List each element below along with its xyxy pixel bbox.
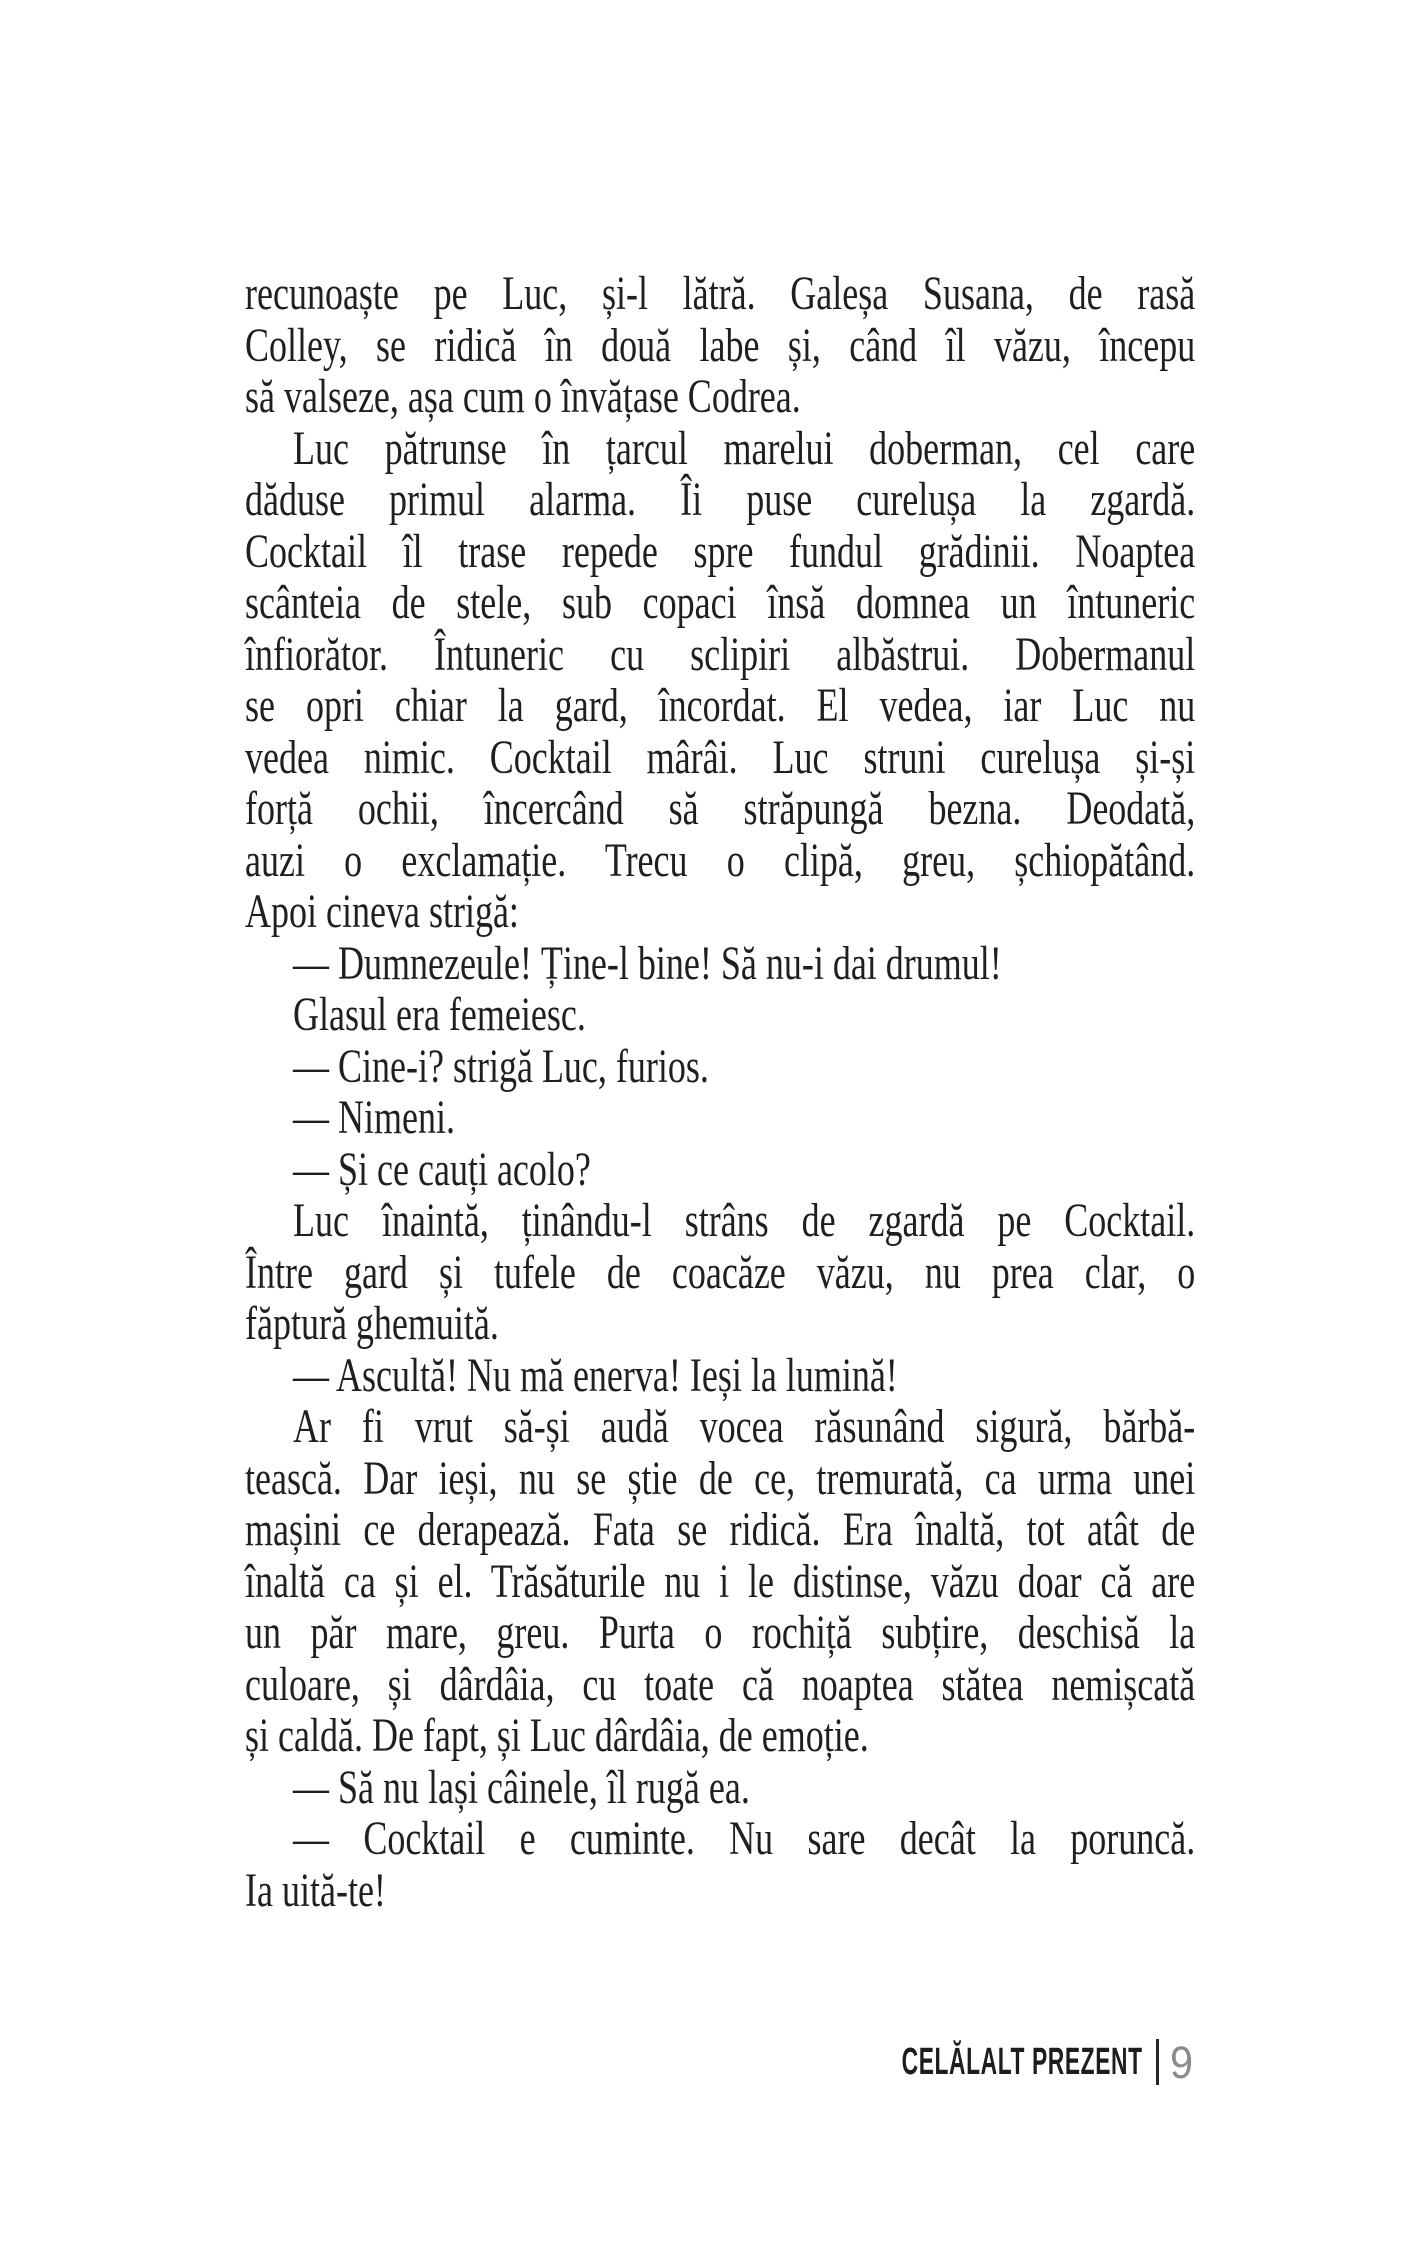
- text-line: recunoaște pe Luc, și-l lătră. Galeșa Susana, de rasă: [245, 267, 1196, 320]
- text-line: — Cocktail e cuminte. Nu sare decât la poruncă.: [293, 1812, 1196, 1865]
- text-line: — Nimeni.: [293, 1091, 455, 1144]
- text-line: Ar fi vrut să-și audă vocea răsunând sigură, bărbă-: [293, 1400, 1196, 1453]
- text-line: Apoi cineva strigă:: [245, 885, 519, 938]
- footer-book-title: CELĂLALT PREZENT: [902, 2041, 1143, 2083]
- text-line: scânteia de stele, sub copaci însă domnea un întuneric: [245, 576, 1196, 629]
- text-line: și caldă. De fapt, și Luc dârdâia, de emoție.: [245, 1709, 869, 1762]
- text-line: forță ochii, încercând să străpungă bezna. Deodată,: [245, 782, 1196, 835]
- footer-page-number: 9: [1169, 2036, 1193, 2088]
- text-line: Cocktail îl trase repede spre fundul grădinii. Noaptea: [245, 524, 1196, 578]
- text-line: dăduse primul alarma. Îi puse curelușa la zgardă.: [245, 473, 1196, 526]
- text-line: Luc pătrunse în țarcul marelui doberman, cel care: [293, 421, 1196, 475]
- text-line: culoare, și dârdâia, cu toate că noaptea stătea nemișcată: [245, 1657, 1196, 1711]
- text-line: făptură ghemuită.: [245, 1297, 499, 1350]
- text-line: se opri chiar la gard, încordat. El vedea, iar Luc nu: [245, 679, 1196, 732]
- text-line: — Cine-i? strigă Luc, furios.: [293, 1039, 709, 1093]
- text-line: înaltă ca și el. Trăsăturile nu i le distinse, văzu doar că are: [245, 1554, 1196, 1608]
- text-line: mașini ce derapează. Fata se ridică. Era înaltă, tot atât de: [245, 1503, 1196, 1556]
- running-footer: [741, 2036, 1195, 2088]
- text-line: Luc înaintă, ținându-l strâns de zgardă pe Cocktail.: [293, 1194, 1196, 1247]
- text-line: — Ascultă! Nu mă enerva! Ieși la lumină!: [293, 1348, 898, 1402]
- text-line: auzi o exclamație. Trecu o clipă, greu, șchiopătând.: [245, 833, 1196, 887]
- text-line: vedea nimic. Cocktail mârâi. Luc struni curelușa și-și: [245, 730, 1196, 784]
- text-line: înfiorător. Întuneric cu sclipiri albăstrui. Dobermanul: [245, 627, 1196, 681]
- text-line: — Dumnezeule! Ține-l bine! Să nu-i dai drumul!: [293, 936, 1002, 990]
- text-line: — Să nu lași câinele, îl rugă ea.: [293, 1760, 750, 1814]
- text-line: Colley, se ridică în două labe și, când îl văzu, începu: [245, 318, 1196, 372]
- text-line: Ia uită-te!: [245, 1863, 386, 1917]
- text-line: un păr mare, greu. Purta o rochiță subțire, deschisă la: [245, 1606, 1196, 1659]
- text-line: — Și ce cauți acolo?: [293, 1142, 591, 1196]
- footer-separator-rule: [1156, 2039, 1159, 2085]
- text-line: să valseze, așa cum o învățase Codrea.: [245, 370, 801, 423]
- text-line: tească. Dar ieși, nu se știe de ce, tremurată, ca urma unei: [245, 1451, 1196, 1505]
- text-block: [245, 268, 1195, 1916]
- text-line: Între gard și tufele de coacăze văzu, nu prea clar, o: [245, 1245, 1196, 1299]
- text-line: Glasul era femeiesc.: [293, 988, 586, 1041]
